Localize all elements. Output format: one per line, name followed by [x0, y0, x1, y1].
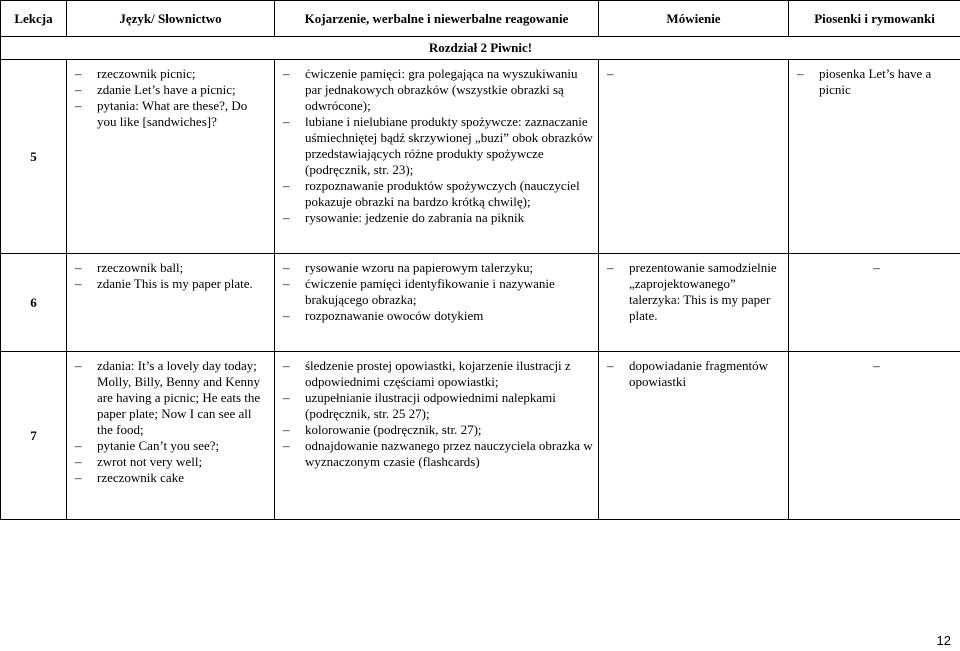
list-item: – zdanie This is my paper plate.: [71, 276, 270, 292]
songs-cell: [789, 352, 960, 520]
list-item: – odnajdowanie nazwanego przez nauczyciela obrazka w wyznaczonym czasie (flashcards): [279, 438, 594, 470]
association-cell: [275, 60, 599, 254]
header-jezyk: Język/ Słownictwo: [67, 1, 275, 37]
songs-cell: [789, 254, 960, 352]
table-row: [1, 254, 960, 352]
list-item: – rozpoznawanie produktów spożywczych (nauczyciel pokazuje obrazki na bardzo krótką chwilę);: [279, 178, 594, 210]
list-item: – pytanie Can’t you see?;: [71, 438, 270, 454]
list-item: – dopowiadanie fragmentów opowiastki: [603, 358, 784, 390]
table-row: [1, 352, 960, 520]
header-kojarzenie: Kojarzenie, werbalne i niewerbalne reagowanie: [275, 1, 599, 37]
language-cell: [67, 352, 275, 520]
list-item: – ćwiczenie pamięci: gra polegająca na wyszukiwaniu par jednakowych obrazków (wszystkie obrazki są odwrócone);: [279, 66, 594, 114]
list-item: – rzeczownik picnic;: [71, 66, 270, 82]
chapter-row: [1, 37, 960, 60]
list-item: – rzeczownik ball;: [71, 260, 270, 276]
list-item: – ćwiczenie pamięci identyfikowanie i nazywanie brakującego obrazka;: [279, 276, 594, 308]
dash-placeholder: –: [607, 66, 614, 81]
lesson-number: 6: [1, 254, 67, 352]
list-item: – rysowanie wzoru na papierowym talerzyku;: [279, 260, 594, 276]
list-item: – śledzenie prostej opowiastki, kojarzenie ilustracji z odpowiednimi częściami opowiastki;: [279, 358, 594, 390]
lesson-number: 7: [1, 352, 67, 520]
header-mowienie: Mówienie: [599, 1, 789, 37]
table-row: [1, 60, 960, 254]
list-item: – kolorowanie (podręcznik, str. 27);: [279, 422, 594, 438]
list-item: – zdanie Let’s have a picnic;: [71, 82, 270, 98]
speaking-cell: [599, 352, 789, 520]
association-cell: [275, 254, 599, 352]
language-cell: [67, 60, 275, 254]
association-cell: [275, 352, 599, 520]
speaking-cell: [599, 254, 789, 352]
list-item: – zwrot not very well;: [71, 454, 270, 470]
list-item: – rzeczownik cake: [71, 470, 270, 486]
header-row: [1, 1, 960, 37]
page-number: 12: [936, 633, 951, 648]
songs-cell: [789, 60, 960, 254]
speaking-cell: [599, 60, 789, 254]
language-cell: [67, 254, 275, 352]
chapter-title: Rozdział 2 Piwnic!: [1, 37, 960, 60]
list-item: – rysowanie: jedzenie do zabrania na piknik: [279, 210, 594, 226]
dash-placeholder: –: [873, 260, 880, 275]
list-item: – prezentowanie samodzielnie „zaprojektowanego” talerzyka: This is my paper plate.: [603, 260, 784, 324]
list-item: – uzupełnianie ilustracji odpowiednimi nalepkami (podręcznik, str. 25 27);: [279, 390, 594, 422]
list-item: – lubiane i nielubiane produkty spożywcze: zaznaczanie uśmiechniętej bądź skrzywionej „buzi” obok obrazków przedstawiających różne produkty spożywcze (podręcznik, str. 23);: [279, 114, 594, 178]
list-item: – piosenka Let’s have a picnic: [793, 66, 956, 98]
list-item: – pytania: What are these?, Do you like [sandwiches]?: [71, 98, 270, 130]
header-lekcja: Lekcja: [1, 1, 67, 37]
header-piosenki: Piosenki i rymowanki: [789, 1, 960, 37]
list-item: – rozpoznawanie owoców dotykiem: [279, 308, 594, 324]
list-item: – zdania: It’s a lovely day today; Molly, Billy, Benny and Kenny are having a picnic; He eats the paper plate; Now I can see all the food;: [71, 358, 270, 438]
lesson-number: 5: [1, 60, 67, 254]
dash-placeholder: –: [873, 358, 880, 373]
